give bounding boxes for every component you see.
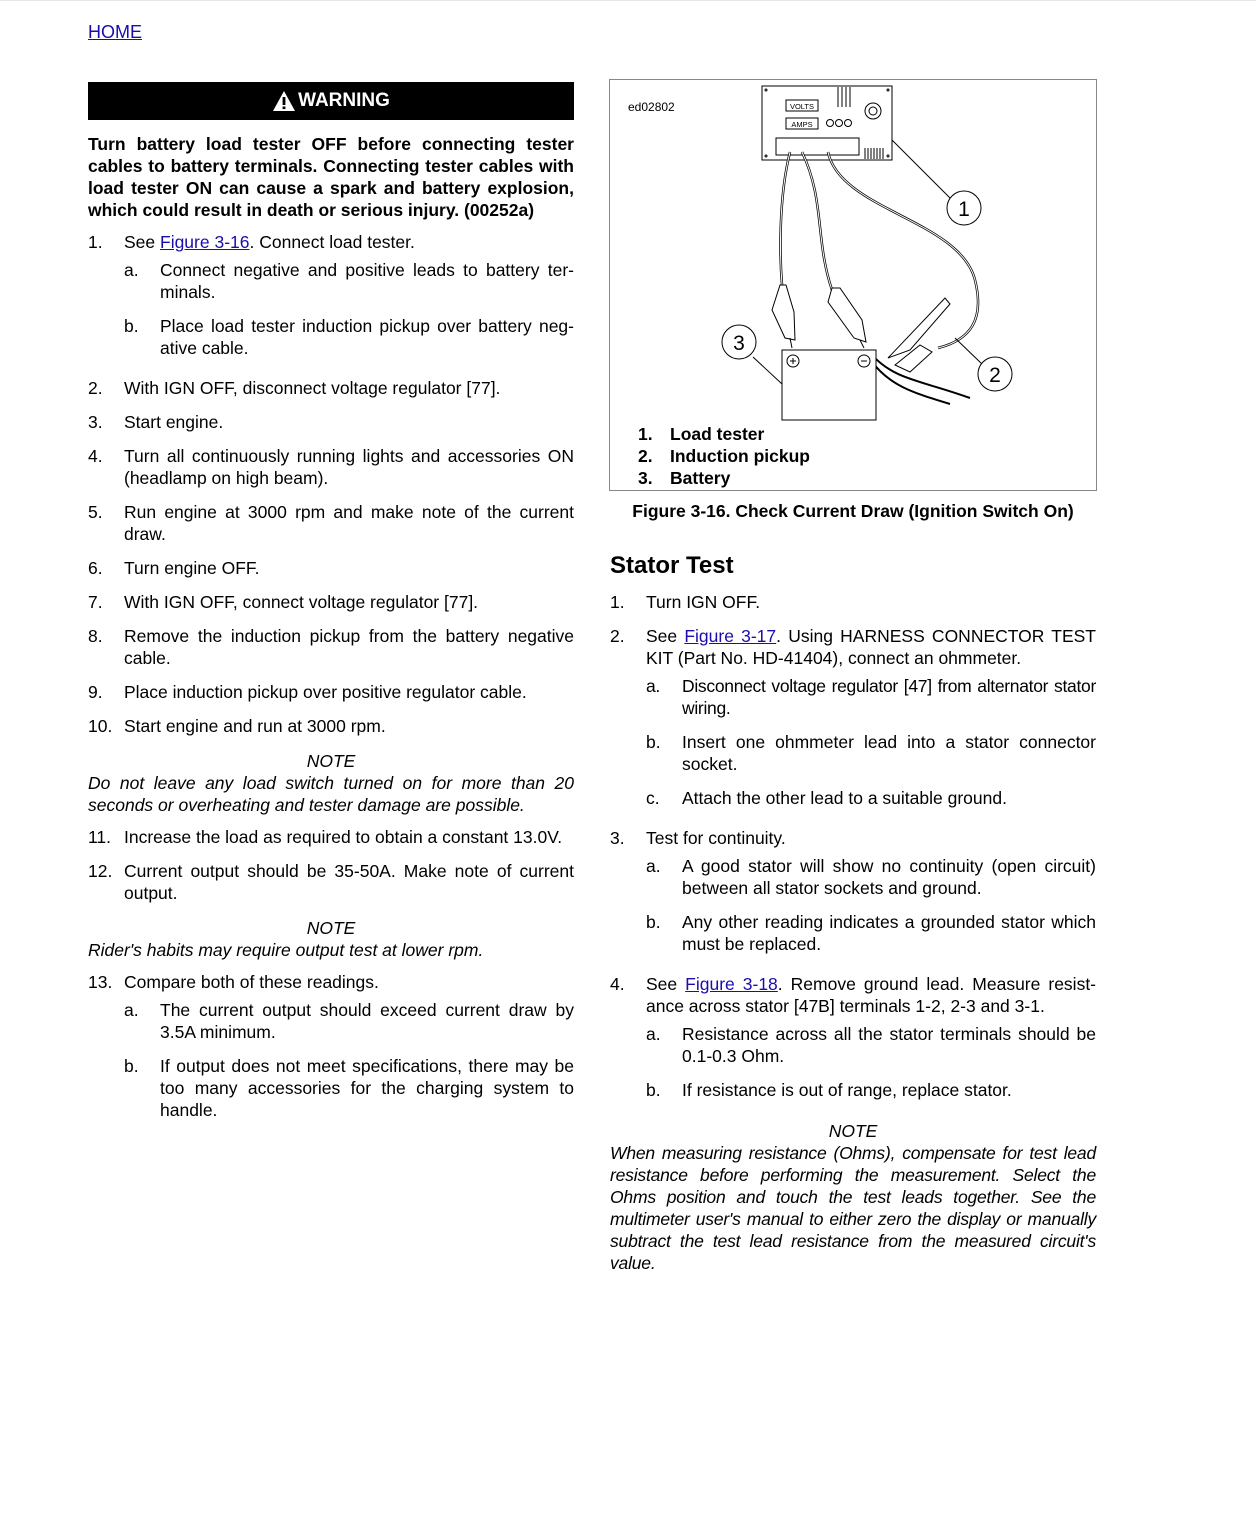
- substep-letter: a.: [124, 260, 139, 280]
- warning-text: Turn battery load tester OFF before connecting tester cables to battery terminals. Connecting tester cables with load tester ON can cause a spark and battery explosion, which could result in death or serious injury. (00252a): [88, 134, 574, 220]
- step-text: Test for continuity.: [646, 828, 786, 848]
- substep-letter: a.: [646, 856, 661, 876]
- step-number: 9.: [88, 682, 103, 702]
- step-number: 6.: [88, 558, 103, 578]
- step-number: 10.: [88, 716, 113, 736]
- volts-label: VOLTS: [789, 102, 815, 111]
- figure-3-16-link[interactable]: Figure 3-16: [160, 232, 250, 252]
- substep-letter: b.: [646, 912, 661, 932]
- step-text: See Figure 3-17. Using HARNESS CONNECTOR TEST KIT (Part No. HD-41404), connect an ohmmeter.: [646, 626, 1096, 668]
- substep-letter: b.: [124, 1056, 139, 1076]
- substep-text: If resistance is out of range, replace stator.: [682, 1080, 1012, 1100]
- callout-3: 3: [733, 332, 745, 355]
- substep-text: A good stator will show no continuity (open circuit) between all stator sockets and ground.: [682, 856, 1096, 898]
- figure-3-17-link[interactable]: Figure 3-17: [684, 626, 777, 646]
- substep-text: Attach the other lead to a suitable ground.: [682, 788, 1007, 808]
- section-title: Stator Test: [610, 552, 734, 579]
- amps-label: AMPS: [791, 120, 813, 129]
- step-text: With IGN OFF, disconnect voltage regulator [77].: [124, 378, 501, 398]
- step-text: Remove the induction pickup from the battery negative cable.: [124, 626, 574, 668]
- step-text: Increase the load as required to obtain a constant 13.0V.: [124, 827, 563, 847]
- step-text: Turn engine OFF.: [124, 558, 260, 578]
- figure-caption: Figure 3-16. Check Current Draw (Ignition Switch On): [632, 501, 1074, 521]
- note-text: Rider's habits may require output test at lower rpm.: [88, 940, 484, 960]
- note-heading: NOTE: [306, 918, 356, 938]
- substep-letter: a.: [646, 676, 660, 696]
- step-number: 11.: [88, 827, 112, 847]
- step-text: With IGN OFF, connect voltage regulator [77].: [124, 592, 479, 612]
- step-text: Place induction pickup over positive regulator cable.: [124, 682, 527, 702]
- substep-letter: a.: [646, 1024, 661, 1044]
- warning-triangle-icon: [272, 90, 296, 112]
- note-heading: NOTE: [306, 751, 356, 771]
- step-text: Compare both of these readings.: [124, 972, 379, 992]
- step-text: Turn IGN OFF.: [646, 592, 761, 612]
- substep-text: Disconnect voltage regulator [47] from alternator stator wiring.: [682, 676, 1096, 718]
- substep-text: Any other reading indicates a grounded stator which must be replaced.: [682, 912, 1096, 954]
- step-number: 2.: [88, 378, 103, 398]
- step-text: See Figure 3-18. Remove ground lead. Measure resist-ance across stator [47B] terminals 1-2, 2-3 and 3-1.: [646, 974, 1097, 1016]
- note-text: When measuring resistance (Ohms), compensate for test lead resistance before performing the measurement. Select the Ohms position and touch the test leads together. See the multimeter user's manual to either zero the display or manually subtract the test lead resistance from the measured circuit's value.: [610, 1143, 1096, 1273]
- step-text: Turn all continuously running lights and accessories ON (headlamp on high beam).: [124, 446, 574, 488]
- legend-number: 2.: [638, 446, 653, 466]
- step-text: See Figure 3-16. Connect load tester.: [124, 232, 415, 252]
- home-link[interactable]: HOME: [88, 22, 142, 42]
- top-border: [0, 0, 1256, 1]
- figure-3-16: [609, 79, 1097, 491]
- step-number: 3.: [610, 828, 625, 848]
- step-number: 4.: [610, 974, 625, 994]
- substep-text: Insert one ohmmeter lead into a stator connector socket.: [682, 732, 1096, 774]
- figure-3-18-link[interactable]: Figure 3-18: [685, 974, 778, 994]
- legend-label: Load tester: [670, 424, 765, 444]
- step-number: 1.: [610, 592, 625, 612]
- step-number: 1.: [88, 232, 103, 252]
- legend-label: Induction pickup: [670, 446, 810, 466]
- step-number: 8.: [88, 626, 103, 646]
- step-number: 7.: [88, 592, 103, 612]
- substep-text: Connect negative and positive leads to battery ter-minals.: [160, 260, 574, 302]
- substep-letter: b.: [646, 1080, 661, 1100]
- step-text: Current output should be 35-50A. Make note of current output.: [124, 861, 574, 903]
- substep-text: The current output should exceed current draw by 3.5A minimum.: [160, 1000, 574, 1042]
- warning-label: WARNING: [298, 90, 390, 111]
- substep-text: If output does not meet specifications, there may be too many accessories for the charging system to handle.: [160, 1056, 574, 1120]
- legend-number: 3.: [638, 468, 653, 488]
- legend-label: Battery: [670, 468, 731, 488]
- step-number: 3.: [88, 412, 103, 432]
- figure-id: ed02802: [628, 100, 675, 114]
- legend-number: 1.: [638, 424, 653, 444]
- substep-letter: b.: [124, 316, 139, 336]
- substep-letter: c.: [646, 788, 660, 808]
- note-heading: NOTE: [828, 1121, 878, 1141]
- step-text: Run engine at 3000 rpm and make note of the current draw.: [124, 502, 574, 544]
- warning-banner: [88, 82, 574, 120]
- substep-letter: a.: [124, 1000, 139, 1020]
- substep-text: Resistance across all the stator terminals should be 0.1-0.3 Ohm.: [682, 1024, 1096, 1066]
- step-number: 13.: [88, 972, 113, 992]
- step-text: Start engine.: [124, 412, 224, 432]
- callout-1: 1: [958, 198, 970, 221]
- step-number: 4.: [88, 446, 103, 466]
- step-text: Start engine and run at 3000 rpm.: [124, 716, 386, 736]
- substep-letter: b.: [646, 732, 661, 752]
- callout-2: 2: [989, 364, 1001, 387]
- step-number: 2.: [610, 626, 625, 646]
- substep-text: Place load tester induction pickup over battery neg-ative cable.: [160, 316, 574, 358]
- step-number: 5.: [88, 502, 103, 522]
- note-text: Do not leave any load switch turned on for more than 20 seconds or overheating and tester damage are possible.: [88, 773, 574, 815]
- step-number: 12.: [88, 861, 113, 881]
